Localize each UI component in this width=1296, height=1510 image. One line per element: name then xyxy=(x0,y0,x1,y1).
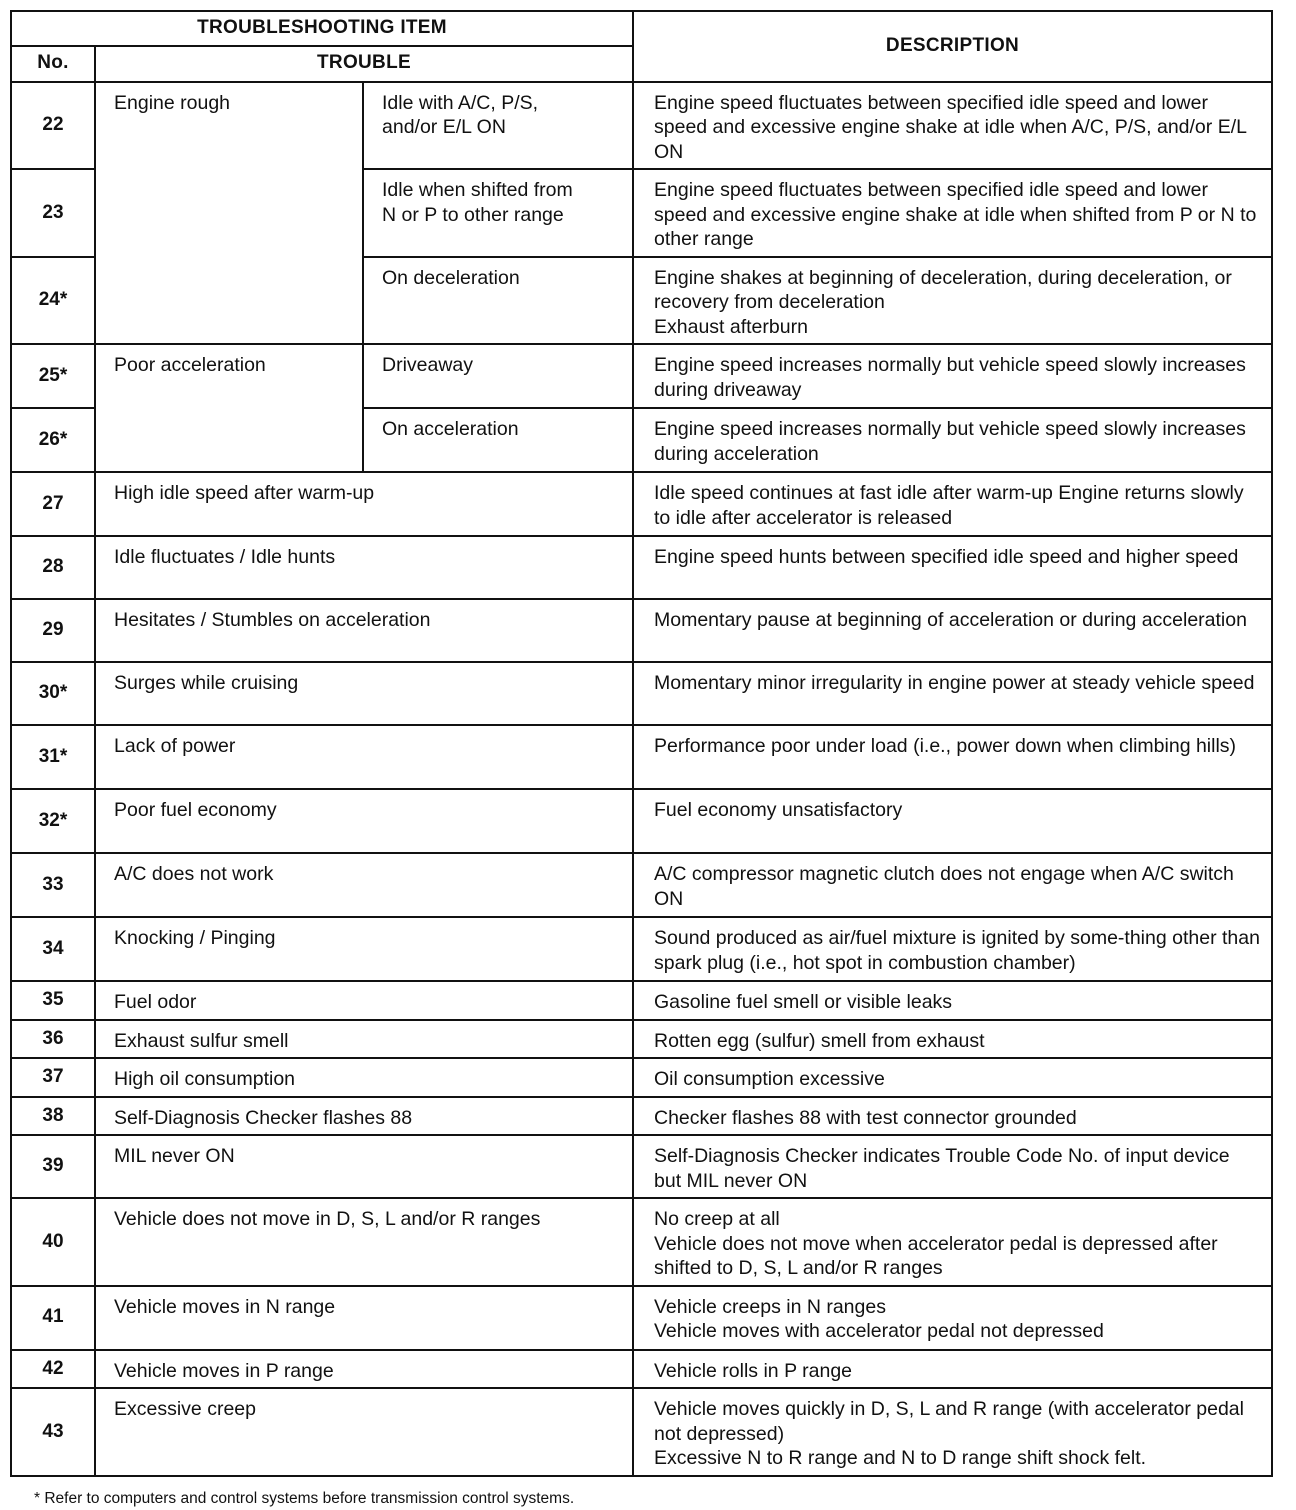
trouble-description xyxy=(633,853,1272,917)
footnote: * Refer to computers and control systems before transmission control systems. xyxy=(34,1490,575,1507)
table-body xyxy=(11,82,1272,1476)
table-row xyxy=(11,1198,1272,1286)
trouble-condition xyxy=(363,344,633,408)
trouble-description-line: Fuel economy unsatisfactory xyxy=(654,799,903,821)
trouble-description xyxy=(633,1350,1272,1389)
trouble-description xyxy=(633,1135,1272,1198)
trouble-description xyxy=(633,344,1272,408)
item-number: 30* xyxy=(11,662,95,725)
item-number: 39 xyxy=(11,1135,95,1198)
trouble-description xyxy=(633,257,1272,345)
trouble-name: Hesitates / Stumbles on acceleration xyxy=(95,599,633,662)
trouble-name: High idle speed after warm-up xyxy=(95,472,633,536)
trouble-condition xyxy=(363,257,633,345)
trouble-description-line: Sound produced as air/fuel mixture is ignited by some-thing other than spark plug (i.e., hot spot in combustion chamber) xyxy=(654,927,1260,974)
trouble-condition-line: Idle with A/C, P/S, xyxy=(382,91,539,114)
trouble-description xyxy=(633,662,1272,725)
trouble-description-line: Vehicle rolls in P range xyxy=(654,1359,853,1382)
trouble-description-line: Vehicle moves with accelerator pedal not depressed xyxy=(654,1320,1104,1342)
troubleshooting-table xyxy=(10,10,1273,1477)
trouble-description-line: Self-Diagnosis Checker indicates Trouble Code No. of input device but MIL never ON xyxy=(654,1145,1230,1192)
trouble-description xyxy=(633,789,1272,853)
table-row xyxy=(11,1350,1272,1389)
trouble-description xyxy=(633,472,1272,536)
trouble-description xyxy=(633,599,1272,662)
trouble-description-line: Engine speed fluctuates between specified idle speed and lower speed and excessive engine shake at idle when shifted from P or N to other range xyxy=(654,179,1257,250)
trouble-name: Poor acceleration xyxy=(95,344,363,472)
trouble-description xyxy=(633,536,1272,599)
trouble-description-line: Excessive N to R range and N to D range shift shock felt. xyxy=(654,1447,1147,1469)
trouble-name: Excessive creep xyxy=(95,1388,633,1476)
trouble-condition-line: and/or E/L ON xyxy=(382,116,506,138)
trouble-description-line: Checker flashes 88 with test connector grounded xyxy=(654,1106,1077,1129)
trouble-name: Vehicle moves in N range xyxy=(95,1286,633,1350)
table-row xyxy=(11,1020,1272,1059)
trouble-description-line: Engine speed increases normally but vehicle speed slowly increases during acceleration xyxy=(654,418,1246,465)
item-number: 36 xyxy=(11,1020,95,1059)
trouble-condition-line: On acceleration xyxy=(382,418,519,440)
trouble-description-line: Rotten egg (sulfur) smell from exhaust xyxy=(654,1029,985,1052)
trouble-description-line: Momentary minor irregularity in engine power at steady vehicle speed xyxy=(654,672,1255,694)
trouble-condition-line: Idle when shifted from xyxy=(382,179,573,201)
number-header: No. xyxy=(11,46,95,82)
trouble-description xyxy=(633,82,1272,170)
trouble-condition-line: On deceleration xyxy=(382,266,520,289)
trouble-condition xyxy=(363,408,633,472)
trouble-description xyxy=(633,1388,1272,1476)
trouble-description-line: Idle speed continues at fast idle after warm-up Engine returns slowly to idle after accelerator is released xyxy=(654,482,1244,529)
table-row xyxy=(11,917,1272,981)
trouble-name: Lack of power xyxy=(95,725,633,789)
trouble-description-line: Performance poor under load (i.e., power down when climbing hills) xyxy=(654,735,1237,757)
table-row xyxy=(11,472,1272,536)
trouble-description xyxy=(633,917,1272,981)
trouble-description xyxy=(633,408,1272,472)
description-header: DESCRIPTION xyxy=(633,11,1272,82)
trouble-name: Vehicle moves in P range xyxy=(95,1350,633,1389)
item-number: 37 xyxy=(11,1058,95,1097)
trouble-description-line: Gasoline fuel smell or visible leaks xyxy=(654,991,953,1013)
table-row xyxy=(11,725,1272,789)
trouble-description-line: Engine speed increases normally but vehicle speed slowly increases during driveaway xyxy=(654,354,1246,401)
table-row xyxy=(11,1135,1272,1198)
trouble-description-line: No creep at all xyxy=(654,1208,780,1230)
trouble-name: High oil consumption xyxy=(95,1058,633,1097)
trouble-description xyxy=(633,1097,1272,1136)
table-row xyxy=(11,599,1272,662)
trouble-name: Engine rough xyxy=(95,82,363,345)
item-number: 31* xyxy=(11,725,95,789)
item-number: 32* xyxy=(11,789,95,853)
table-row xyxy=(11,1058,1272,1097)
trouble-condition-line: N or P to other range xyxy=(382,203,564,226)
header-row-top xyxy=(11,11,1272,46)
item-number: 43 xyxy=(11,1388,95,1476)
trouble-description xyxy=(633,1286,1272,1350)
trouble-name: Fuel odor xyxy=(95,981,633,1020)
table-row xyxy=(11,1286,1272,1350)
trouble-description-line: Momentary pause at beginning of acceleration or during acceleration xyxy=(654,609,1247,631)
item-number: 23 xyxy=(11,169,95,257)
table-row xyxy=(11,344,1272,408)
item-number: 28 xyxy=(11,536,95,599)
trouble-name: Self-Diagnosis Checker flashes 88 xyxy=(95,1097,633,1136)
trouble-name: Idle fluctuates / Idle hunts xyxy=(95,536,633,599)
trouble-description-line: Vehicle does not move when accelerator pedal is depressed after shifted to D, S, L and/or R ranges xyxy=(654,1232,1218,1279)
item-number: 24* xyxy=(11,257,95,345)
trouble-description xyxy=(633,1198,1272,1286)
troubleshooting-item-header: TROUBLESHOOTING ITEM xyxy=(11,11,633,46)
table-row xyxy=(11,1388,1272,1476)
trouble-name: Knocking / Pinging xyxy=(95,917,633,981)
trouble-description-line: Engine speed fluctuates between specified idle speed and lower speed and excessive engine shake at idle when A/C, P/S, and/or E/L ON xyxy=(654,91,1247,163)
trouble-description-line: Engine shakes at beginning of deceleration, during deceleration, or recovery from deceleration xyxy=(654,266,1232,313)
trouble-description-line: Vehicle creeps in N ranges xyxy=(654,1295,886,1318)
trouble-name: Surges while cruising xyxy=(95,662,633,725)
trouble-description-line: Exhaust afterburn xyxy=(654,315,808,338)
trouble-description xyxy=(633,1020,1272,1059)
item-number: 35 xyxy=(11,981,95,1020)
trouble-condition xyxy=(363,82,633,170)
trouble-name: Vehicle does not move in D, S, L and/or R ranges xyxy=(95,1198,633,1286)
table-row xyxy=(11,662,1272,725)
table-row xyxy=(11,981,1272,1020)
item-number: 40 xyxy=(11,1198,95,1286)
trouble-name: Poor fuel economy xyxy=(95,789,633,853)
trouble-name: Exhaust sulfur smell xyxy=(95,1020,633,1059)
item-number: 33 xyxy=(11,853,95,917)
troubleshooting-sheet xyxy=(10,10,1273,1507)
table-row xyxy=(11,82,1272,170)
item-number: 34 xyxy=(11,917,95,981)
item-number: 22 xyxy=(11,82,95,170)
trouble-description xyxy=(633,169,1272,257)
table-row xyxy=(11,1097,1272,1136)
item-number: 26* xyxy=(11,408,95,472)
item-number: 42 xyxy=(11,1350,95,1389)
trouble-condition-line: Driveaway xyxy=(382,354,474,376)
trouble-condition xyxy=(363,169,633,257)
trouble-description-line: Engine speed hunts between specified idle speed and higher speed xyxy=(654,546,1239,568)
item-number: 41 xyxy=(11,1286,95,1350)
trouble-description xyxy=(633,981,1272,1020)
trouble-name: MIL never ON xyxy=(95,1135,633,1198)
trouble-header: TROUBLE xyxy=(95,46,633,82)
item-number: 38 xyxy=(11,1097,95,1136)
item-number: 25* xyxy=(11,344,95,408)
trouble-description-line: Oil consumption excessive xyxy=(654,1068,885,1090)
item-number: 29 xyxy=(11,599,95,662)
table-row xyxy=(11,853,1272,917)
table-row xyxy=(11,789,1272,853)
item-number: 27 xyxy=(11,472,95,536)
trouble-description-line: Vehicle moves quickly in D, S, L and R range (with accelerator pedal not depressed) xyxy=(654,1398,1244,1445)
table-row xyxy=(11,536,1272,599)
trouble-description xyxy=(633,1058,1272,1097)
trouble-name: A/C does not work xyxy=(95,853,633,917)
trouble-description-line: A/C compressor magnetic clutch does not engage when A/C switch ON xyxy=(654,863,1234,910)
trouble-description xyxy=(633,725,1272,789)
